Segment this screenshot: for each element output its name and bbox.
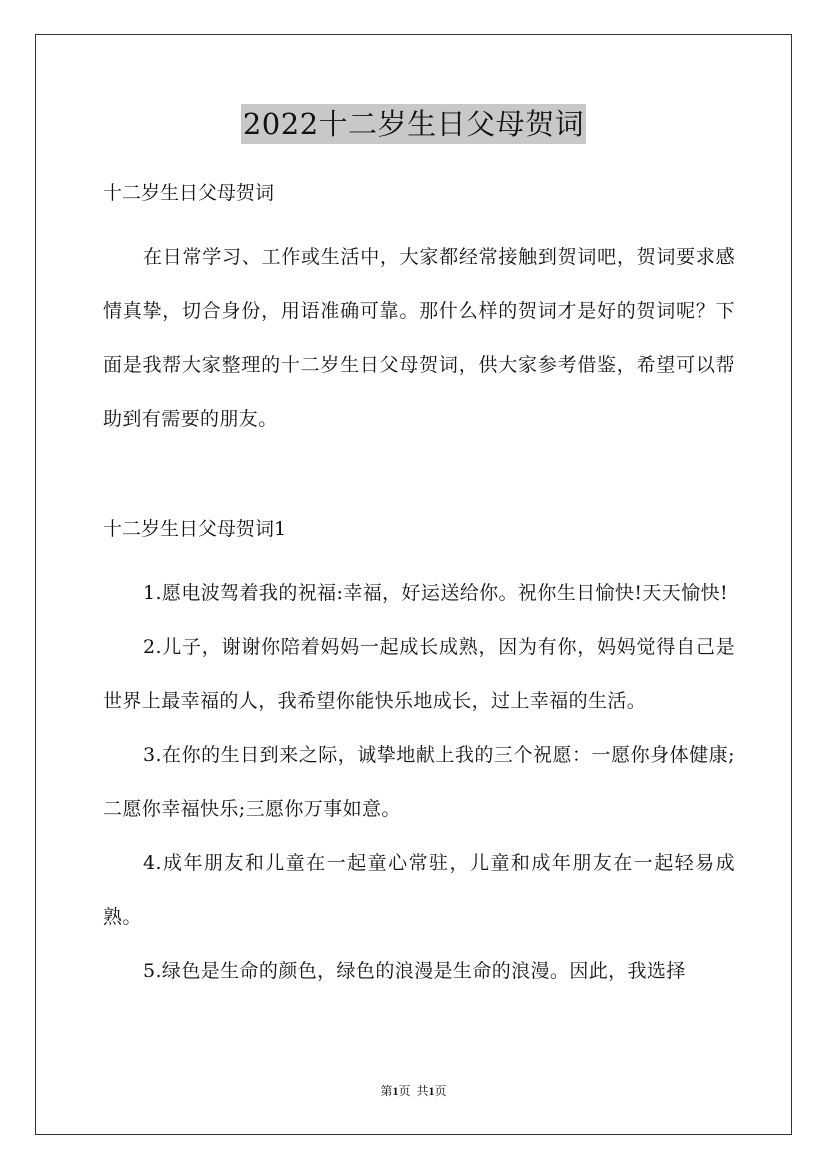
- page-prefix: 第: [380, 1084, 393, 1098]
- total-pages: 1: [428, 1084, 435, 1098]
- document-body: [103, 176, 735, 998]
- greeting-item-3: 3.在你的生日到来之际，诚挚地献上我的三个祝愿：一愿你身体健康;二愿你幸福快乐;三愿你万事如意。: [103, 744, 735, 820]
- intro-paragraph: 在日常学习、工作或生活中，大家都经常接触到贺词吧，贺词要求感情真挚，切合身份，用语准确可靠。那什么样的贺词才是好的贺词呢？下面是我帮大家整理的十二岁生日父母贺词，供大家参考借鉴，希望可以帮助到有需要的朋友。: [103, 246, 735, 430]
- page-suffix: 页: [398, 1084, 411, 1098]
- greeting-item-2: 2.儿子，谢谢你陪着妈妈一起成长成熟，因为有你，妈妈觉得自己是世界上最幸福的人，我希望你能快乐地成长，过上幸福的生活。: [103, 636, 735, 712]
- section-heading: 十二岁生日父母贺词1: [103, 518, 287, 540]
- document-title: 2022十二岁生日父母贺词: [241, 104, 586, 144]
- intro-heading: 十二岁生日父母贺词: [103, 182, 275, 204]
- greeting-item-1: 1.愿电波驾着我的祝福:幸福，好运送给你。祝你生日愉快!天天愉快!: [143, 582, 729, 604]
- title-container: [0, 104, 827, 144]
- page-footer: [0, 1082, 827, 1100]
- greeting-item-4: 4.成年朋友和儿童在一起童心常驻，儿童和成年朋友在一起轻易成熟。: [103, 852, 735, 928]
- page-number: 1: [392, 1084, 399, 1098]
- greeting-item-5: 5.绿色是生命的颜色，绿色的浪漫是生命的浪漫。因此，我选择: [143, 960, 686, 982]
- total-suffix: 页: [434, 1084, 447, 1098]
- total-prefix: 共: [416, 1084, 429, 1098]
